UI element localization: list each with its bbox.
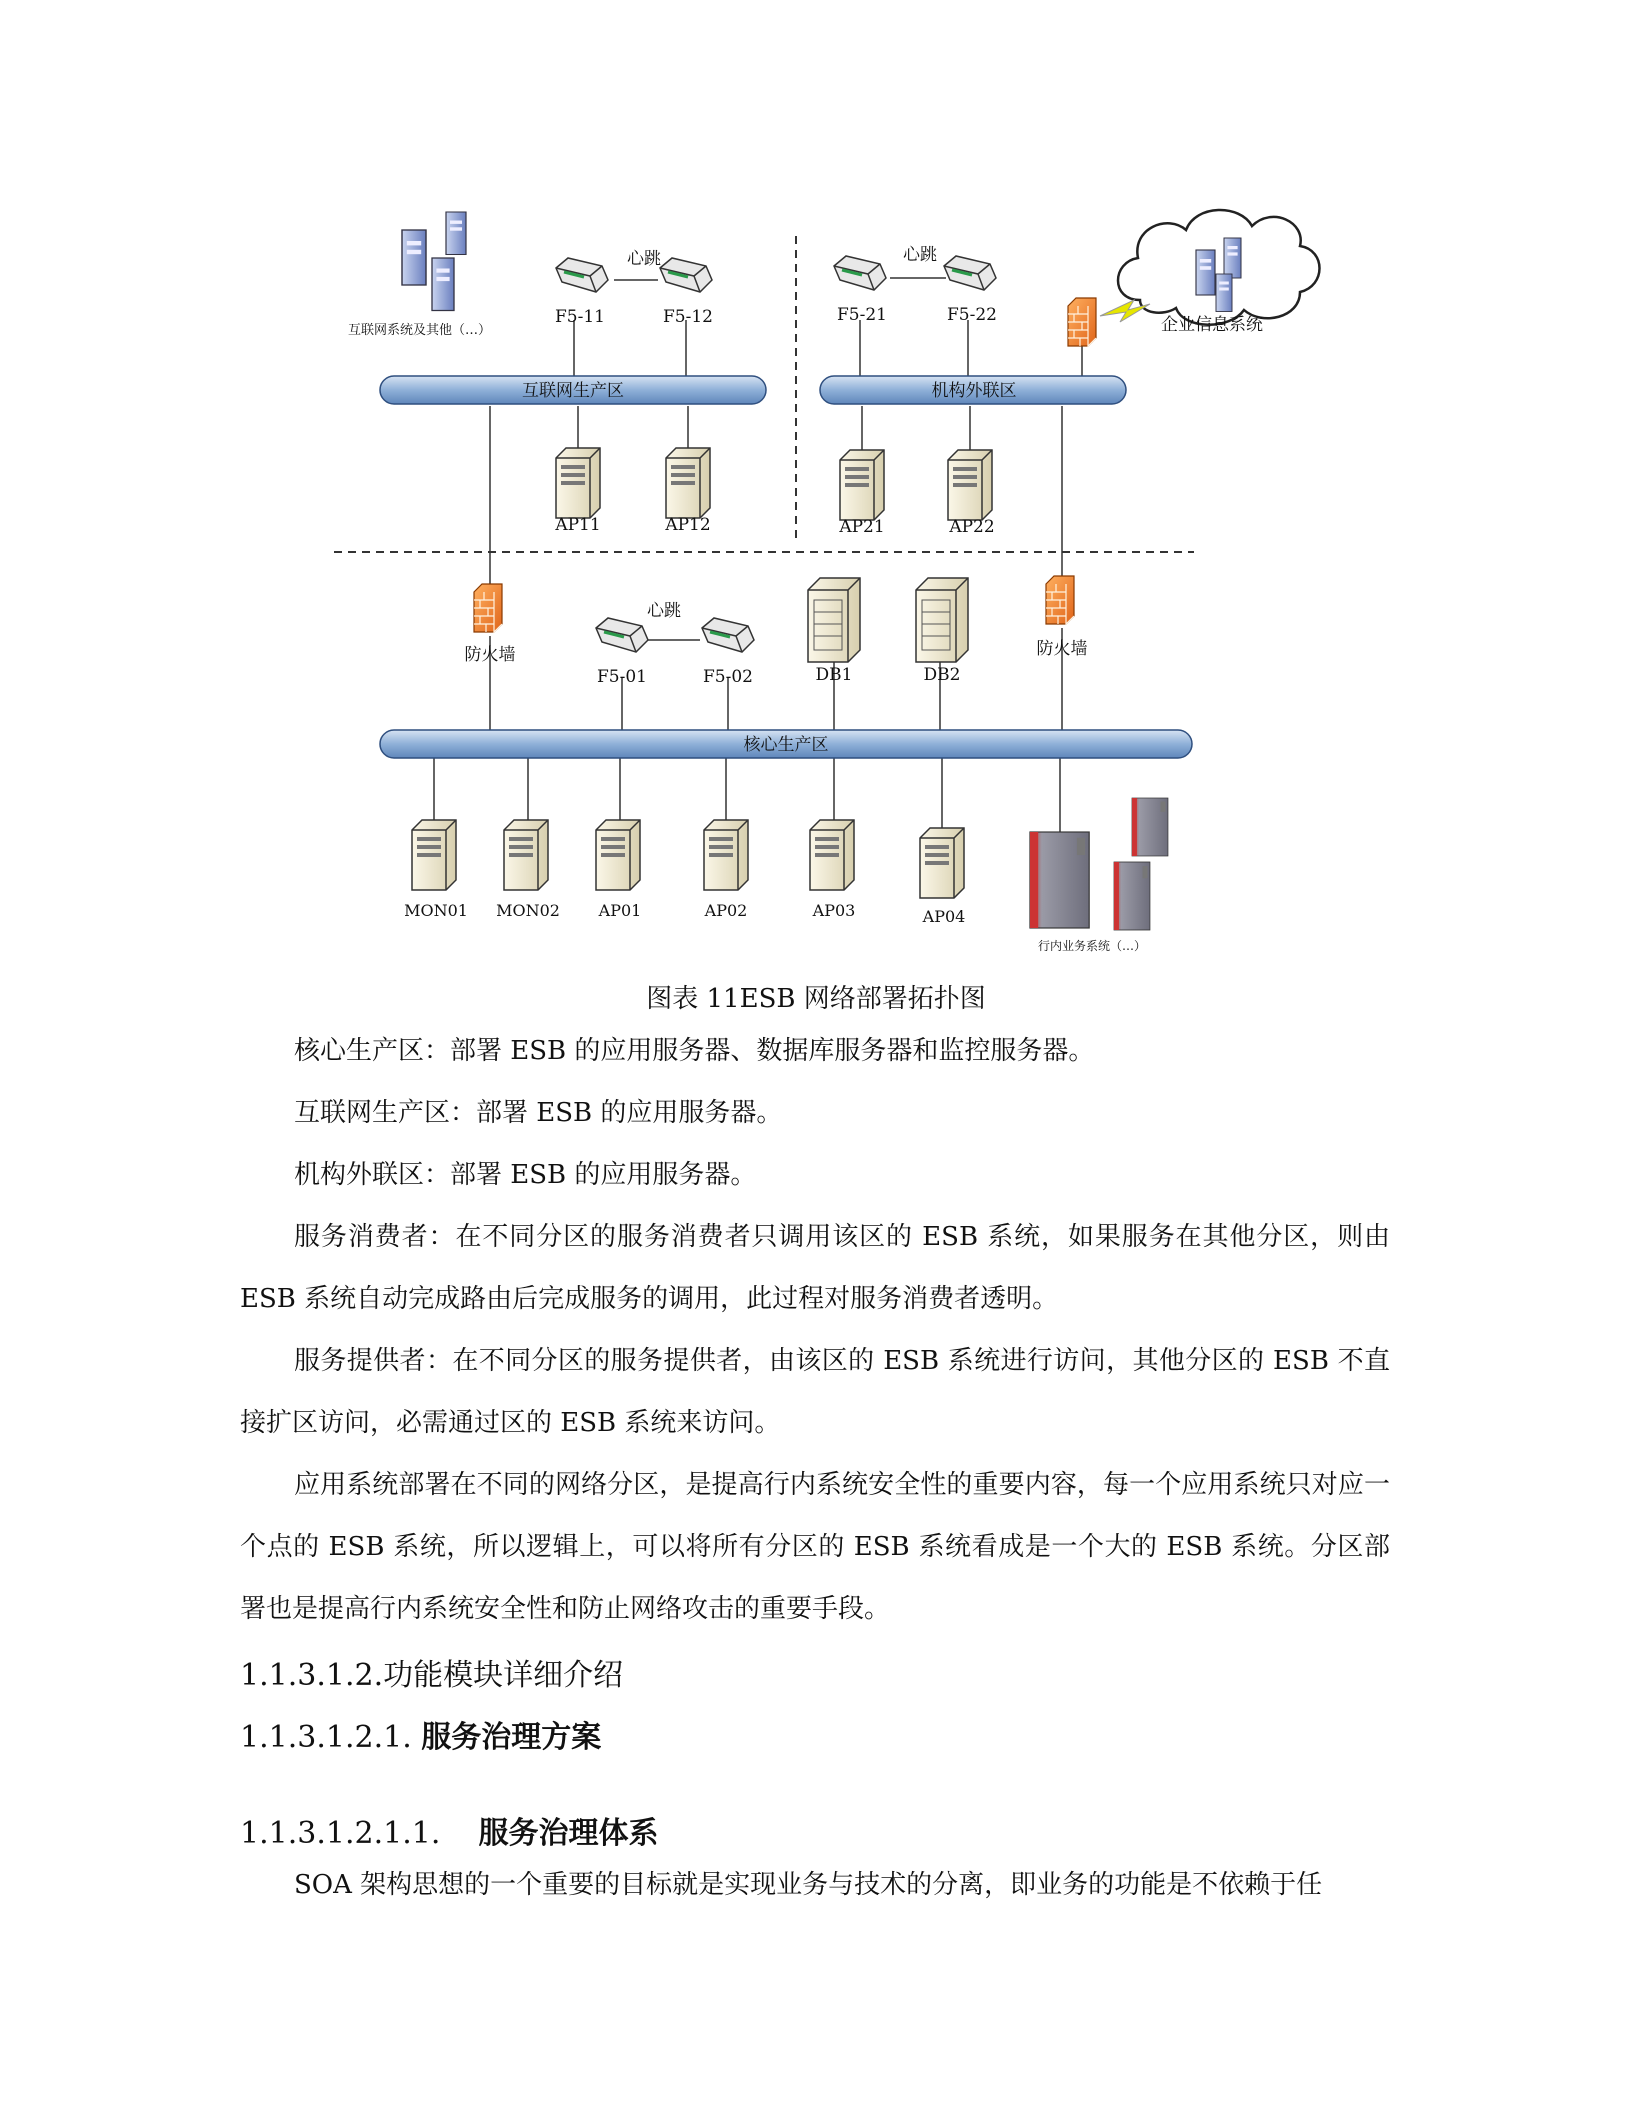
internet-systems-icon — [402, 212, 466, 311]
firewall-label: 防火墙 — [1036, 639, 1088, 659]
database-server-icon — [808, 578, 860, 662]
heartbeat-label-1: 心跳 — [627, 249, 661, 269]
f5-icon — [556, 258, 608, 292]
heading-number: 1.1.3.1.2.1. — [240, 1720, 412, 1755]
ap-label: AP21 — [839, 517, 885, 537]
heading-title: 功能模块详细介绍 — [383, 1658, 624, 1693]
heading-title: 服务治理体系 — [478, 1816, 659, 1851]
server-icon — [810, 820, 854, 890]
f5-icon — [660, 258, 712, 292]
f5-label: F5-12 — [663, 307, 713, 327]
bank-systems-icon — [1030, 798, 1168, 930]
server-icon — [840, 450, 884, 520]
server-icon — [504, 820, 548, 890]
firewall-icon — [1046, 576, 1074, 624]
section-heading — [240, 1712, 601, 1756]
heartbeat-label-3: 心跳 — [647, 601, 681, 621]
heading-number: 1.1.3.1.2. — [240, 1658, 384, 1693]
heartbeat-label-2: 心跳 — [903, 245, 937, 265]
f5-icon — [596, 618, 648, 652]
paragraph: 机构外联区：部署 ESB 的应用服务器。 — [294, 1160, 757, 1190]
server-icon — [596, 820, 640, 890]
section-heading — [240, 1650, 623, 1694]
db-label: DB1 — [815, 665, 853, 685]
bus-core-zone — [380, 730, 1192, 758]
server-icon — [556, 448, 600, 518]
server-icon — [920, 828, 964, 898]
paragraph: SOA 架构思想的一个重要的目标就是实现业务与技术的分离，即业务的功能是不依赖于任 — [294, 1870, 1323, 1900]
firewall-label: 防火墙 — [464, 645, 516, 665]
database-server-icon — [916, 578, 968, 662]
server-label: AP01 — [598, 901, 642, 920]
f5-icon — [702, 618, 754, 652]
paragraph: 核心生产区：部署 ESB 的应用服务器、数据库服务器和监控服务器。 — [294, 1036, 1095, 1066]
bus-core-label: 核心生产区 — [743, 735, 829, 755]
server-icon — [948, 450, 992, 520]
server-icon — [412, 820, 456, 890]
ap-label: AP12 — [665, 515, 711, 535]
bank-systems-label: 行内业务系统（…） — [1038, 939, 1147, 953]
figure-caption: 图表 11ESB 网络部署拓扑图 — [646, 984, 986, 1014]
server-label: MON01 — [404, 901, 468, 920]
server-label: AP03 — [812, 901, 856, 920]
server-icon — [666, 448, 710, 518]
ap-label: AP22 — [949, 517, 995, 537]
paragraph: 服务消费者：在不同分区的服务消费者只调用该区的 ESB 系统，如果服务在其他分区，则由 ESB 系统自动完成路由后完成服务的调用，此过程对服务消费者透明。 — [240, 1222, 1390, 1314]
server-label: AP02 — [704, 901, 748, 920]
firewall-icon — [1068, 298, 1096, 346]
section-heading — [240, 1808, 659, 1852]
enterprise-cloud-icon — [1118, 210, 1320, 325]
server-label: AP04 — [922, 907, 966, 926]
bus-internet-label: 互联网生产区 — [522, 381, 624, 401]
server-label: MON02 — [496, 901, 560, 920]
f5-label: F5-02 — [703, 667, 753, 687]
f5-label: F5-21 — [837, 305, 887, 325]
f5-label: F5-01 — [597, 667, 647, 687]
network-topology-diagram — [0, 0, 1632, 970]
enterprise-info-label: 企业信息系统 — [1161, 315, 1263, 335]
paragraph: 互联网生产区：部署 ESB 的应用服务器。 — [294, 1098, 783, 1128]
heading-title: 服务治理方案 — [421, 1720, 602, 1755]
paragraph: 应用系统部署在不同的网络分区，是提高行内系统安全性的重要内容，每一个应用系统只对应一个点的 ESB 系统，所以逻辑上，可以将所有分区的 ESB 系统看成是一个大的 ESB 系统。分区部署也是提高行内系统安全性和防止网络攻击的重要手段。 — [240, 1470, 1391, 1624]
heading-number: 1.1.3.1.2.1.1. — [240, 1816, 441, 1851]
f5-label: F5-11 — [555, 307, 605, 327]
server-icon — [704, 820, 748, 890]
f5-label: F5-22 — [947, 305, 997, 325]
bus-external-label: 机构外联区 — [931, 381, 1017, 401]
bus-internet-zone — [380, 376, 766, 404]
internet-systems-label: 互联网系统及其他（…） — [348, 323, 492, 338]
f5-icon — [834, 256, 886, 290]
ap-label: AP11 — [555, 515, 601, 535]
paragraph: 服务提供者：在不同分区的服务提供者，由该区的 ESB 系统进行访问，其他分区的 ESB 不直接扩区访问，必需通过区的 ESB 系统来访问。 — [240, 1346, 1390, 1438]
firewall-icon — [474, 584, 502, 632]
bus-external-zone — [820, 376, 1126, 404]
f5-icon — [944, 256, 996, 290]
db-label: DB2 — [923, 665, 961, 685]
